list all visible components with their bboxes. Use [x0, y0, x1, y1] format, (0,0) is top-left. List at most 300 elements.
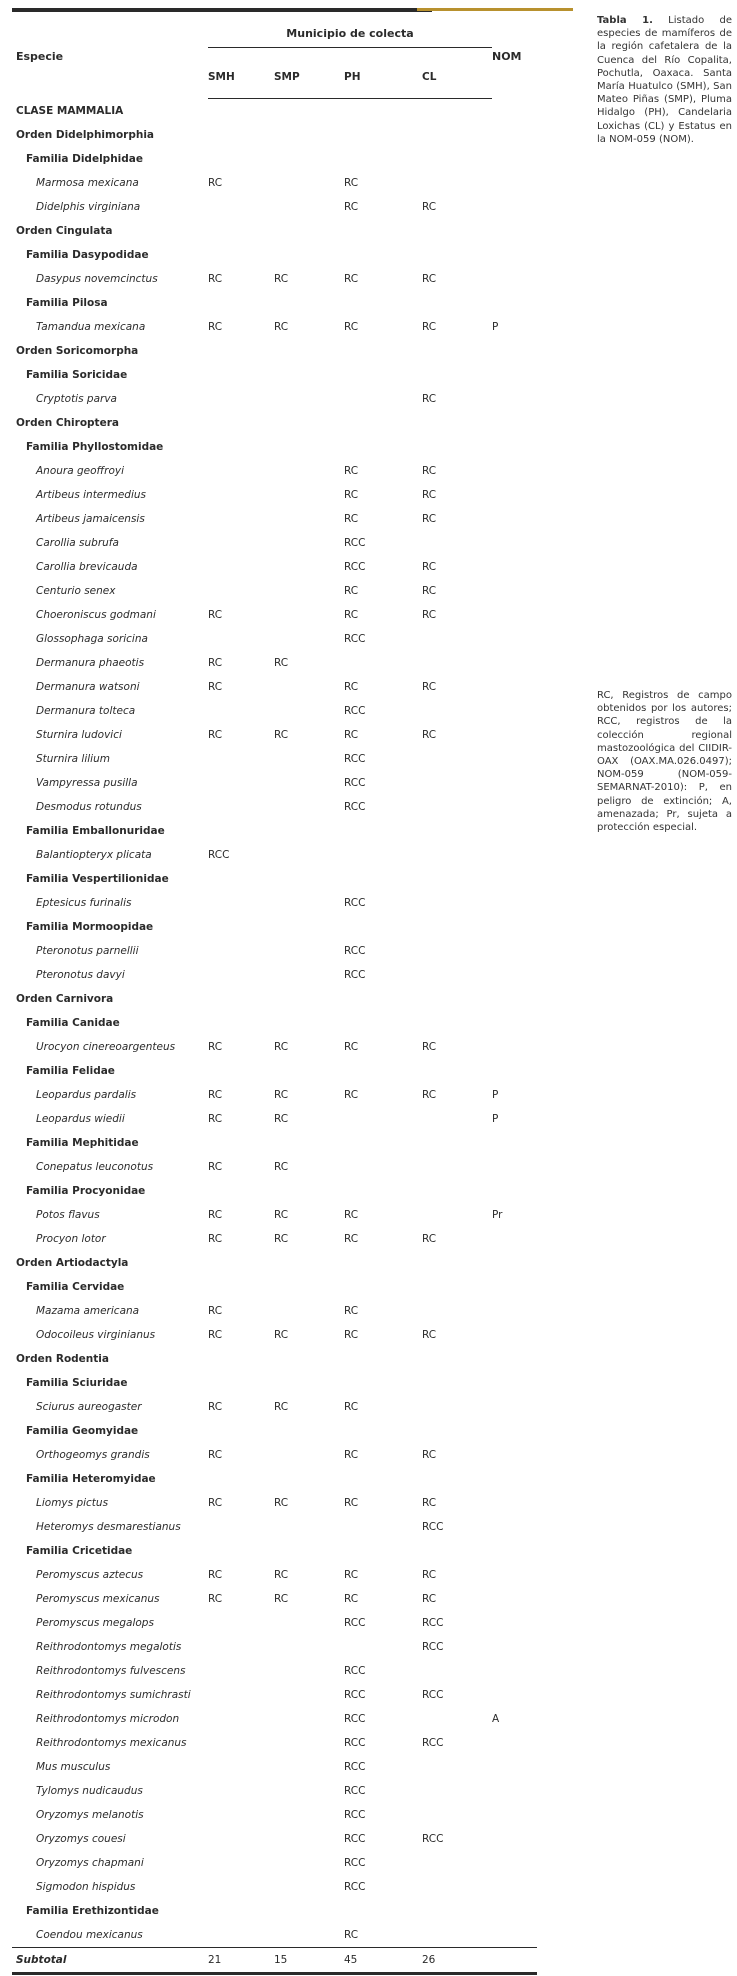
cell-smh: RC	[208, 320, 223, 333]
cell-smp	[274, 1803, 344, 1827]
cell-ph	[344, 1419, 422, 1443]
cell-smh	[208, 747, 274, 771]
cell-cl	[422, 219, 492, 243]
cell-smh: RC	[208, 1496, 223, 1509]
cell-smh	[208, 1803, 274, 1827]
species-row	[12, 1731, 537, 1755]
cell-smh	[208, 1731, 274, 1755]
cell-nom	[492, 963, 537, 987]
cell-smp	[274, 147, 344, 171]
cell-cl: RCC	[422, 1688, 444, 1701]
orden-name: Orden Chiroptera	[16, 416, 119, 429]
cell-cl	[422, 1107, 492, 1131]
cell-ph: RC	[344, 1088, 359, 1101]
cell-ph	[344, 123, 422, 147]
familia-row	[12, 291, 537, 315]
cell-smh	[208, 411, 274, 435]
cell-smp	[274, 1851, 344, 1875]
cell-ph	[344, 363, 422, 387]
cell-ph: RCC	[344, 632, 366, 645]
cell-cl: RCC	[422, 1520, 444, 1533]
cell-ph: RCC	[344, 1760, 366, 1773]
cell-ph	[344, 867, 422, 891]
familia-name: Familia Felidae	[26, 1064, 115, 1077]
cell-smp	[274, 1131, 344, 1155]
cell-cl: RC	[422, 1040, 437, 1053]
cell-cl	[422, 939, 492, 963]
cell-smp	[274, 1419, 344, 1443]
cell-nom	[492, 747, 537, 771]
species-row	[12, 1707, 537, 1731]
species-row	[12, 1395, 537, 1419]
cell-smh	[208, 147, 274, 171]
cell-smp	[274, 1635, 344, 1659]
cell-cl	[422, 1779, 492, 1803]
cell-smp	[274, 483, 344, 507]
familia-name: Familia Pilosa	[26, 296, 108, 309]
cell-cl	[422, 1395, 492, 1419]
cell-ph	[344, 1515, 422, 1539]
table-notes: RC, Registros de campo obtenidos por los autores; RCC, registros de la colección regional mastozoológica del CIIDIR-OAX (OAX.MA.026.0497); NOM-059 (NOM-059-SEMARNAT-2010): P, en peligro de extinción; A, amenazada; Pr, sujeta a protección especial.	[597, 690, 732, 834]
cell-smp: RC	[274, 1400, 289, 1413]
cell-cl	[422, 1299, 492, 1323]
species-name: Sigmodon hispidus	[36, 1880, 136, 1893]
subtotal-label: Subtotal	[12, 1948, 208, 1974]
cell-nom	[492, 1275, 537, 1299]
cell-nom	[492, 1803, 537, 1827]
cell-smh	[208, 195, 274, 219]
cell-ph	[344, 1251, 422, 1275]
cell-smp	[274, 363, 344, 387]
cell-smh	[208, 1635, 274, 1659]
cell-smh	[208, 987, 274, 1011]
cell-smp	[274, 291, 344, 315]
cell-smh	[208, 339, 274, 363]
cell-cl	[422, 531, 492, 555]
cell-ph: RC	[344, 1208, 359, 1221]
cell-smh	[208, 555, 274, 579]
orden-row	[12, 339, 537, 363]
cell-ph	[344, 1179, 422, 1203]
cell-nom	[492, 795, 537, 819]
species-row	[12, 267, 537, 291]
caption-label: Tabla 1.	[597, 15, 653, 26]
cell-smh	[208, 1467, 274, 1491]
cell-smh	[208, 1875, 274, 1899]
cell-cl	[422, 1203, 492, 1227]
species-name: Dermanura watsoni	[36, 680, 140, 693]
cell-smh	[208, 579, 274, 603]
cell-ph: RC	[344, 320, 359, 333]
familia-name: Familia Soricidae	[26, 368, 128, 381]
cell-smp	[274, 99, 344, 124]
cell-ph	[344, 1347, 422, 1371]
cell-cl: RC	[422, 488, 437, 501]
cell-nom	[492, 1347, 537, 1371]
cell-ph: RCC	[344, 560, 366, 573]
header-cl: CL	[422, 56, 492, 99]
cell-nom	[492, 1323, 537, 1347]
species-row	[12, 507, 537, 531]
orden-name: Orden Rodentia	[16, 1352, 109, 1365]
subtotal-smh: 21	[208, 1948, 274, 1974]
cell-nom	[492, 1611, 537, 1635]
species-name: Desmodus rotundus	[36, 800, 142, 813]
cell-smh	[208, 1683, 274, 1707]
cell-smh: RC	[208, 1112, 223, 1125]
cell-cl	[422, 1419, 492, 1443]
species-row	[12, 675, 537, 699]
cell-cl	[422, 1155, 492, 1179]
cell-smp	[274, 771, 344, 795]
cell-smh: RC	[208, 1088, 223, 1101]
cell-nom	[492, 1059, 537, 1083]
cell-smh	[208, 819, 274, 843]
species-table	[12, 14, 537, 1975]
cell-cl	[422, 795, 492, 819]
cell-smh	[208, 291, 274, 315]
cell-cl: RC	[422, 464, 437, 477]
cell-smh: RC	[208, 1448, 223, 1461]
header-especie: Especie	[16, 49, 64, 63]
accent-rule	[417, 8, 573, 11]
cell-ph	[344, 1059, 422, 1083]
cell-smh	[208, 627, 274, 651]
cell-smp	[274, 1875, 344, 1899]
cell-smp	[274, 1755, 344, 1779]
species-name: Heteromys desmarestianus	[36, 1520, 181, 1533]
species-row	[12, 1875, 537, 1899]
cell-smp: RC	[274, 1592, 289, 1605]
familia-row	[12, 1011, 537, 1035]
subtotal-ph: 45	[344, 1948, 422, 1974]
species-row	[12, 1107, 537, 1131]
cell-smp	[274, 843, 344, 867]
cell-smp	[274, 1659, 344, 1683]
orden-row	[12, 411, 537, 435]
cell-smp	[274, 627, 344, 651]
cell-smp	[274, 243, 344, 267]
cell-ph: RCC	[344, 536, 366, 549]
cell-ph	[344, 291, 422, 315]
familia-name: Familia Mephitidae	[26, 1136, 139, 1149]
cell-cl: RC	[422, 1568, 437, 1581]
species-name: Odocoileus virginianus	[36, 1328, 156, 1341]
cell-nom	[492, 1443, 537, 1467]
species-name: Glossophaga soricina	[36, 632, 148, 645]
cell-smp	[274, 1059, 344, 1083]
cell-cl	[422, 987, 492, 1011]
species-name: Urocyon cinereoargenteus	[36, 1040, 176, 1053]
cell-smh: RC	[208, 656, 223, 669]
cell-nom: P	[492, 1112, 499, 1125]
species-row	[12, 1155, 537, 1179]
cell-smh	[208, 939, 274, 963]
cell-smp	[274, 1683, 344, 1707]
clase-name: CLASE MAMMALIA	[16, 104, 124, 117]
cell-nom	[492, 1779, 537, 1803]
cell-nom	[492, 1515, 537, 1539]
species-name: Sturnira ludovici	[36, 728, 122, 741]
subtotal-row	[12, 1948, 537, 1974]
cell-ph	[344, 243, 422, 267]
cell-smp	[274, 339, 344, 363]
cell-smh	[208, 1539, 274, 1563]
familia-name: Familia Phyllostomidae	[26, 440, 164, 453]
cell-nom	[492, 867, 537, 891]
familia-name: Familia Cricetidae	[26, 1544, 133, 1557]
cell-cl	[422, 1275, 492, 1299]
cell-cl	[422, 1875, 492, 1899]
species-name: Peromyscus mexicanus	[36, 1592, 160, 1605]
cell-cl	[422, 915, 492, 939]
familia-name: Familia Cervidae	[26, 1280, 125, 1293]
species-name: Mus musculus	[36, 1760, 111, 1773]
cell-nom	[492, 435, 537, 459]
cell-ph: RC	[344, 1232, 359, 1245]
cell-cl	[422, 1251, 492, 1275]
cell-nom	[492, 891, 537, 915]
cell-cl: RC	[422, 320, 437, 333]
cell-ph: RCC	[344, 1784, 366, 1797]
cell-nom	[492, 1251, 537, 1275]
cell-smh: RC	[208, 1568, 223, 1581]
familia-row	[12, 1059, 537, 1083]
cell-nom	[492, 147, 537, 171]
cell-ph: RC	[344, 728, 359, 741]
cell-cl	[422, 1803, 492, 1827]
cell-smp	[274, 387, 344, 411]
cell-smh	[208, 123, 274, 147]
cell-ph: RCC	[344, 1880, 366, 1893]
cell-smh	[208, 891, 274, 915]
cell-smh	[208, 1779, 274, 1803]
header-nom: NOM	[492, 49, 522, 63]
orden-name: Orden Soricomorpha	[16, 344, 139, 357]
cell-cl	[422, 1923, 492, 1948]
familia-row	[12, 1131, 537, 1155]
species-name: Reithrodontomys sumichrasti	[36, 1688, 191, 1701]
cell-smh	[208, 1659, 274, 1683]
cell-cl: RC	[422, 512, 437, 525]
cell-cl: RC	[422, 584, 437, 597]
orden-name: Orden Carnivora	[16, 992, 114, 1005]
cell-ph: RCC	[344, 968, 366, 981]
cell-ph: RCC	[344, 1712, 366, 1725]
species-row	[12, 699, 537, 723]
cell-ph: RC	[344, 608, 359, 621]
cell-smp	[274, 1539, 344, 1563]
cell-cl: RC	[422, 1088, 437, 1101]
familia-row	[12, 243, 537, 267]
cell-cl	[422, 411, 492, 435]
cell-smh: RC	[208, 1400, 223, 1413]
cell-smp	[274, 1275, 344, 1299]
species-row	[12, 651, 537, 675]
cell-nom	[492, 1491, 537, 1515]
cell-ph	[344, 339, 422, 363]
cell-smp	[274, 1779, 344, 1803]
cell-nom	[492, 1155, 537, 1179]
cell-nom	[492, 1923, 537, 1948]
cell-ph: RCC	[344, 1856, 366, 1869]
cell-nom	[492, 171, 537, 195]
cell-ph: RC	[344, 1040, 359, 1053]
species-name: Carollia subrufa	[36, 536, 119, 549]
cell-nom	[492, 1587, 537, 1611]
cell-ph	[344, 147, 422, 171]
species-row	[12, 1491, 537, 1515]
cell-smh	[208, 1371, 274, 1395]
species-row	[12, 459, 537, 483]
species-name: Artibeus jamaicensis	[36, 512, 145, 525]
cell-nom	[492, 651, 537, 675]
cell-smh	[208, 1275, 274, 1299]
cell-nom	[492, 1755, 537, 1779]
species-row	[12, 483, 537, 507]
cell-nom	[492, 699, 537, 723]
cell-nom	[492, 627, 537, 651]
cell-smh: RC	[208, 1328, 223, 1341]
orden-row	[12, 123, 537, 147]
familia-row	[12, 1899, 537, 1923]
cell-nom	[492, 1035, 537, 1059]
cell-smh	[208, 387, 274, 411]
cell-smh	[208, 507, 274, 531]
cell-cl: RC	[422, 392, 437, 405]
cell-cl: RC	[422, 1592, 437, 1605]
table-top-rule	[12, 8, 432, 12]
species-row	[12, 1611, 537, 1635]
familia-name: Familia Canidae	[26, 1016, 120, 1029]
cell-cl	[422, 1707, 492, 1731]
cell-cl	[422, 1131, 492, 1155]
cell-smp	[274, 1179, 344, 1203]
cell-smh	[208, 1899, 274, 1923]
cell-smp	[274, 963, 344, 987]
cell-smp	[274, 195, 344, 219]
cell-ph	[344, 1107, 422, 1131]
cell-nom	[492, 219, 537, 243]
cell-smp	[274, 579, 344, 603]
cell-smh	[208, 699, 274, 723]
cell-nom	[492, 1131, 537, 1155]
cell-smp	[274, 675, 344, 699]
cell-smp	[274, 1827, 344, 1851]
familia-row	[12, 1179, 537, 1203]
cell-smh	[208, 1251, 274, 1275]
cell-cl: RC	[422, 608, 437, 621]
species-name: Pteronotus davyi	[36, 968, 125, 981]
familia-row	[12, 819, 537, 843]
cell-nom	[492, 843, 537, 867]
cell-smp: RC	[274, 1328, 289, 1341]
familia-name: Familia Geomyidae	[26, 1424, 139, 1437]
cell-nom	[492, 339, 537, 363]
cell-ph	[344, 915, 422, 939]
cell-ph: RCC	[344, 1832, 366, 1845]
cell-smp	[274, 1707, 344, 1731]
cell-nom	[492, 1851, 537, 1875]
cell-cl	[422, 891, 492, 915]
species-row	[12, 1443, 537, 1467]
cell-cl	[422, 1755, 492, 1779]
cell-smh	[208, 99, 274, 124]
species-row	[12, 603, 537, 627]
cell-smp: RC	[274, 1496, 289, 1509]
cell-nom	[492, 411, 537, 435]
familia-row	[12, 915, 537, 939]
cell-smh	[208, 1419, 274, 1443]
cell-ph: RC	[344, 1568, 359, 1581]
familia-row	[12, 1419, 537, 1443]
cell-smh	[208, 243, 274, 267]
cell-ph	[344, 987, 422, 1011]
species-name: Peromyscus aztecus	[36, 1568, 144, 1581]
cell-ph	[344, 1899, 422, 1923]
species-row	[12, 1683, 537, 1707]
species-row	[12, 387, 537, 411]
cell-smp	[274, 915, 344, 939]
cell-nom	[492, 1467, 537, 1491]
species-name: Tylomys nudicaudus	[36, 1784, 143, 1797]
species-name: Marmosa mexicana	[36, 176, 139, 189]
species-name: Sciurus aureogaster	[36, 1400, 142, 1413]
cell-nom	[492, 1875, 537, 1899]
cell-ph	[344, 1635, 422, 1659]
cell-ph	[344, 1539, 422, 1563]
species-row	[12, 747, 537, 771]
species-row	[12, 843, 537, 867]
cell-smp	[274, 747, 344, 771]
cell-nom: P	[492, 1088, 499, 1101]
species-name: Oryzomys chapmani	[36, 1856, 144, 1869]
cell-ph	[344, 1467, 422, 1491]
header-smp: SMP	[274, 56, 344, 99]
cell-ph: RC	[344, 1496, 359, 1509]
cell-ph	[344, 411, 422, 435]
cell-smp	[274, 1443, 344, 1467]
cell-smh	[208, 1827, 274, 1851]
cell-cl	[422, 1467, 492, 1491]
cell-smp: RC	[274, 1568, 289, 1581]
subtotal-cl: 26	[422, 1948, 492, 1974]
cell-cl: RCC	[422, 1832, 444, 1845]
cell-ph: RC	[344, 680, 359, 693]
familia-name: Familia Dasypodidae	[26, 248, 149, 261]
species-name: Procyon lotor	[36, 1232, 106, 1245]
cell-smp: RC	[274, 1160, 289, 1173]
cell-smp	[274, 219, 344, 243]
cell-smp	[274, 1515, 344, 1539]
species-name: Centurio senex	[36, 584, 116, 597]
cell-smh	[208, 219, 274, 243]
familia-row	[12, 1539, 537, 1563]
cell-smh	[208, 1131, 274, 1155]
cell-nom	[492, 123, 537, 147]
cell-nom: P	[492, 320, 499, 333]
cell-smp	[274, 411, 344, 435]
orden-row	[12, 219, 537, 243]
cell-smp	[274, 1371, 344, 1395]
species-name: Reithrodontomys mexicanus	[36, 1736, 187, 1749]
cell-cl	[422, 1851, 492, 1875]
cell-smp	[274, 795, 344, 819]
cell-cl	[422, 99, 492, 124]
cell-nom	[492, 1227, 537, 1251]
species-name: Cryptotis parva	[36, 392, 117, 405]
cell-cl	[422, 963, 492, 987]
